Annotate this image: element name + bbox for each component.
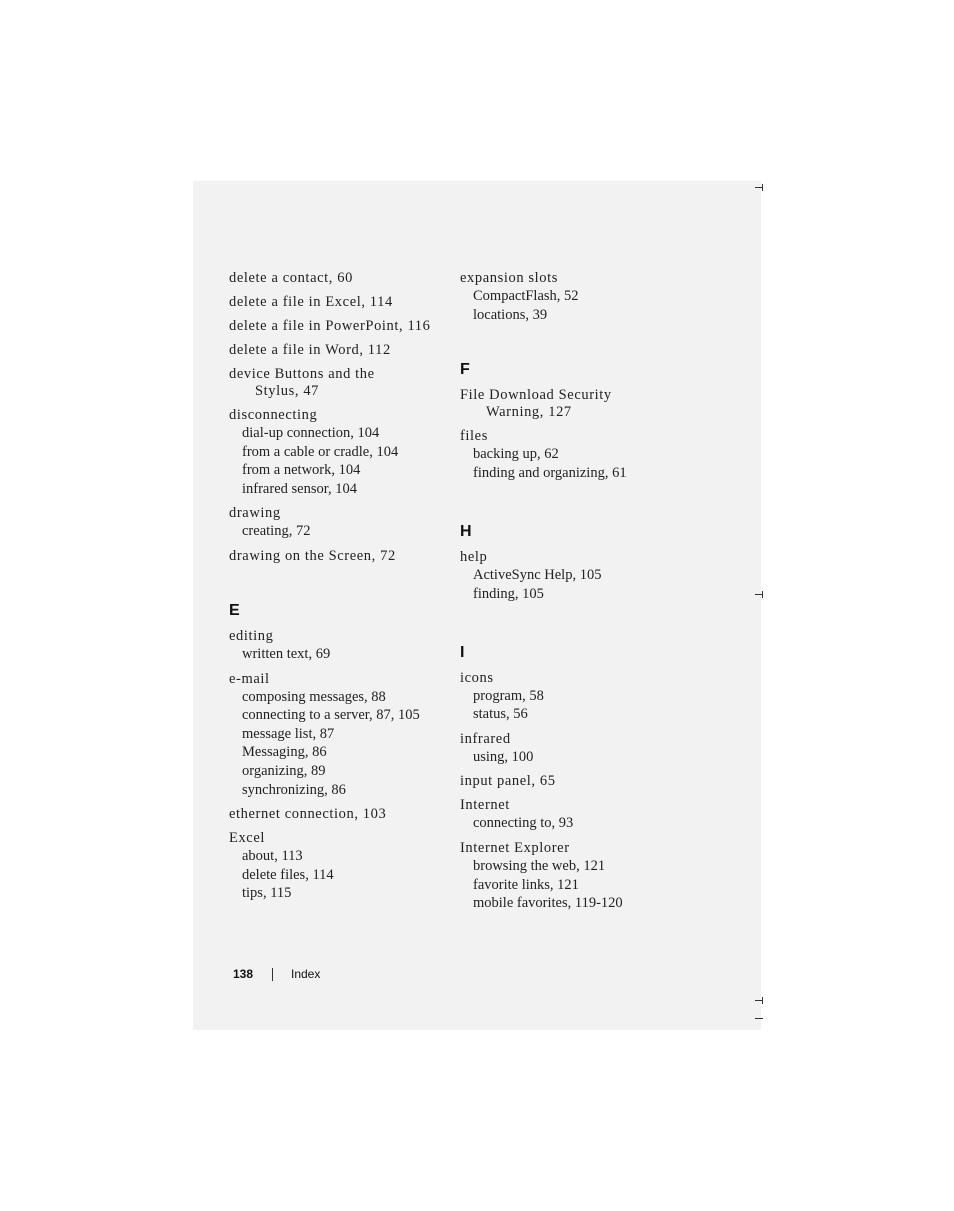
index-subentry: from a network, 104 [242, 462, 361, 479]
index-subentry: browsing the web, 121 [473, 857, 606, 874]
index-term: ethernet connection, 103 [229, 806, 387, 823]
index-subentry: message list, 87 [242, 725, 335, 742]
index-entry [229, 317, 459, 335]
index-term: disconnecting [229, 407, 318, 423]
index-entry [460, 796, 690, 833]
index-term: help [460, 549, 488, 566]
index-entry [460, 839, 690, 913]
index-term: files [460, 428, 488, 445]
index-entry [460, 772, 690, 790]
index-subentry: CompactFlash, 52 [473, 288, 579, 304]
index-entry [229, 805, 459, 823]
index-subentry: about, 113 [242, 848, 303, 865]
crop-mark-icon [755, 1014, 765, 1024]
footer-section-name: Index [291, 967, 321, 981]
index-subentry: finding, 105 [473, 585, 544, 602]
entries-h [460, 548, 690, 603]
entries-i [460, 669, 690, 913]
index-term: delete a file in Word, 112 [229, 342, 391, 358]
index-term-continuation: Stylus, 47 [255, 383, 320, 399]
index-subentry: synchronizing, 86 [242, 781, 346, 798]
index-subentry: ActiveSync Help, 105 [473, 567, 602, 584]
entries-d [229, 269, 459, 565]
index-term: drawing [229, 505, 281, 522]
index-term: drawing on the Screen, 72 [229, 547, 396, 564]
index-subentry: dial-up connection, 104 [242, 425, 380, 441]
section-letter-f: F [460, 361, 470, 379]
index-subentry: infrared sensor, 104 [242, 480, 357, 497]
index-subentry: Messaging, 86 [242, 744, 327, 761]
index-subentry: composing messages, 88 [242, 688, 386, 705]
index-entry [229, 547, 459, 565]
index-subentry: tips, 115 [242, 885, 292, 902]
index-subentry: locations, 39 [473, 306, 548, 323]
index-term: expansion slots [460, 270, 559, 286]
index-term: File Download Security [460, 387, 612, 404]
index-subentry: using, 100 [473, 748, 534, 765]
index-term: Excel [229, 830, 266, 847]
index-entry [229, 365, 459, 400]
index-entry [229, 269, 459, 287]
index-subentry: written text, 69 [242, 645, 331, 662]
index-entry [229, 293, 459, 311]
index-subentry: from a cable or cradle, 104 [242, 443, 399, 460]
index-subentry: program, 58 [473, 687, 544, 704]
index-subentry: delete files, 114 [242, 866, 334, 883]
entries-e-continued [460, 269, 690, 324]
index-subentry: mobile favorites, 119-120 [473, 895, 623, 912]
index-term: e-mail [229, 670, 270, 687]
index-entry [460, 386, 690, 421]
index-term: Internet Explorer [460, 839, 570, 856]
index-subentry: organizing, 89 [242, 762, 326, 779]
crop-mark-icon [755, 183, 765, 193]
index-entry [229, 829, 459, 903]
crop-mark-icon [755, 590, 765, 600]
index-entry [229, 670, 459, 800]
entries-f [460, 386, 690, 482]
index-term-continuation: Warning, 127 [486, 404, 572, 421]
index-entry [229, 627, 459, 664]
entries-e [229, 627, 459, 903]
index-column-right [460, 269, 690, 919]
index-subentry: status, 56 [473, 706, 528, 723]
index-entry [229, 504, 459, 541]
index-entry [460, 730, 690, 767]
footer-separator [272, 968, 273, 981]
index-subentry: connecting to, 93 [473, 815, 574, 832]
section-letter-h: H [460, 523, 472, 541]
index-subentry: connecting to a server, 87, 105 [242, 707, 420, 724]
index-term: delete a contact, 60 [229, 270, 353, 286]
index-term: device Buttons and the [229, 366, 375, 382]
index-subentry: backing up, 62 [473, 446, 559, 463]
index-term: delete a file in Excel, 114 [229, 294, 393, 310]
index-subentry: favorite links, 121 [473, 876, 579, 893]
index-entry [229, 341, 459, 359]
page-number: 138 [233, 967, 254, 981]
index-subentry: creating, 72 [242, 523, 311, 540]
crop-mark-icon [755, 996, 765, 1006]
index-term: infrared [460, 730, 511, 747]
index-term: editing [229, 627, 274, 644]
index-column-left [229, 269, 459, 909]
index-term: icons [460, 669, 494, 686]
index-term: delete a file in PowerPoint, 116 [229, 318, 431, 334]
index-entry [460, 269, 690, 324]
index-term: Internet [460, 797, 510, 814]
index-entry [229, 406, 459, 498]
section-letter-i: I [460, 643, 465, 661]
section-letter-e: E [229, 601, 240, 619]
index-entry [460, 548, 690, 603]
index-term: input panel, 65 [460, 773, 556, 790]
index-entry [460, 427, 690, 482]
index-subentry: finding and organizing, 61 [473, 464, 627, 481]
index-entry [460, 669, 690, 724]
